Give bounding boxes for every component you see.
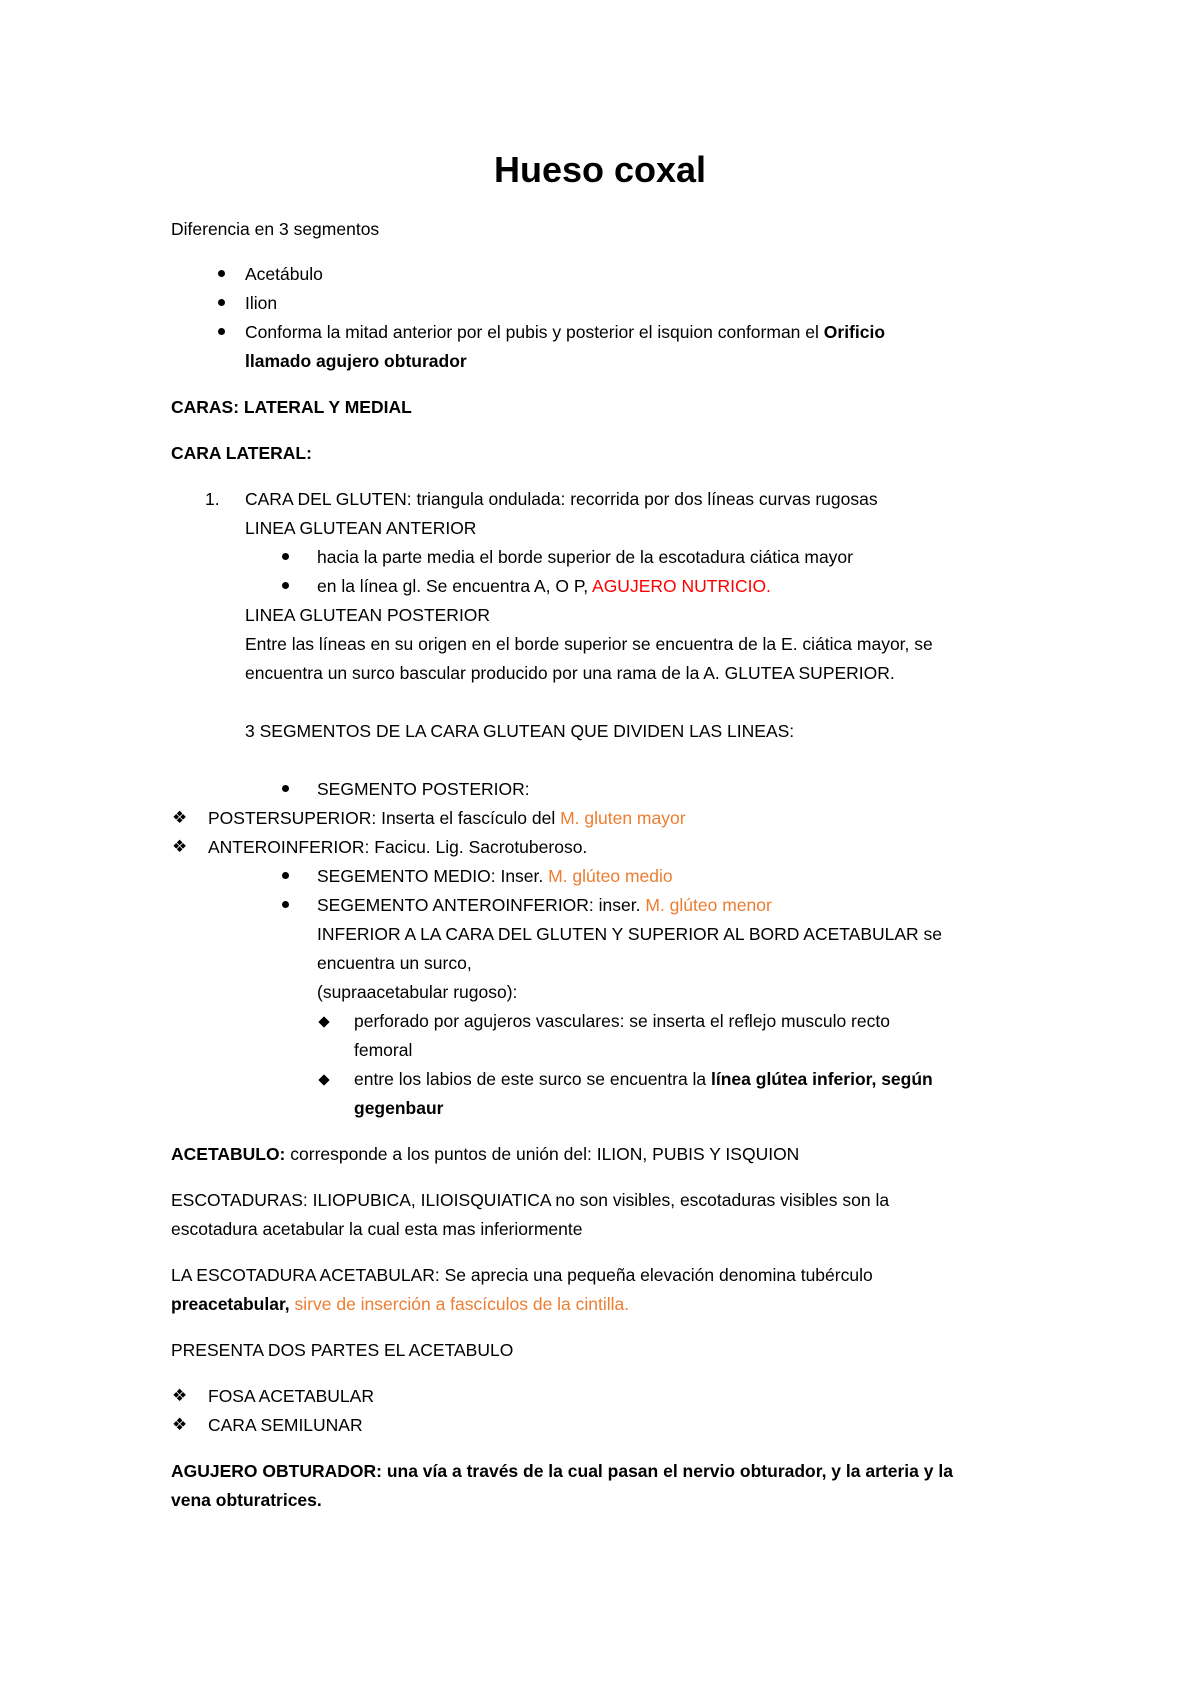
- bullet-icon: [282, 582, 289, 589]
- list-item-continued: llamado agujero obturador: [245, 351, 467, 371]
- bullet-icon: [282, 553, 289, 560]
- list-number: 1.: [205, 489, 220, 509]
- clover-bullet-icon: ❖: [172, 1415, 188, 1434]
- list-item: Acetábulo: [245, 264, 323, 284]
- escotaduras-paragraph: ESCOTADURAS: ILIOPUBICA, ILIOISQUIATICA no son visibles, escotaduras visibles son la: [171, 1190, 890, 1210]
- bullet-icon: [218, 328, 225, 335]
- escotadura-acetabular-paragraph: LA ESCOTADURA ACETABULAR: Se aprecia una pequeña elevación denomina tubérculo: [171, 1265, 873, 1285]
- gluten-line: CARA DEL GLUTEN: triangula ondulada: recorrida por dos líneas curvas rugosas: [245, 489, 878, 509]
- posterior-text: Entre las líneas en su origen en el borde superior se encuentra de la E. ciática mayor, se: [245, 634, 933, 654]
- escotadura-acetabular-paragraph: preacetabular, sirve de inserción a fascículos de la cintilla.: [171, 1294, 630, 1314]
- posterior-text: encuentra un surco bascular producido por una rama de la A. GLUTEA SUPERIOR.: [245, 663, 895, 683]
- segmentos-heading: 3 SEGMENTOS DE LA CARA GLUTEAN QUE DIVIDEN LAS LINEAS:: [245, 721, 795, 741]
- agujero-paragraph: vena obturatrices.: [171, 1490, 322, 1510]
- inferior-text: INFERIOR A LA CARA DEL GLUTEN Y SUPERIOR AL BORD ACETABULAR se: [317, 924, 943, 944]
- list-item: entre los labios de este surco se encuentra la línea glútea inferior, según: [354, 1069, 933, 1089]
- anterior-title: LINEA GLUTEAN ANTERIOR: [245, 518, 477, 538]
- diamond-bullet-icon: [318, 1074, 329, 1085]
- bullet-icon: [282, 872, 289, 879]
- list-item: SEGEMENTO ANTEROINFERIOR: inser. M. glúteo menor: [317, 895, 772, 915]
- list-item: POSTERSUPERIOR: Inserta el fascículo del M. gluten mayor: [208, 808, 686, 828]
- partes-heading: PRESENTA DOS PARTES EL ACETABULO: [171, 1340, 514, 1360]
- list-item: Ilion: [245, 293, 278, 313]
- list-item: SEGMENTO POSTERIOR:: [317, 779, 530, 799]
- clover-bullet-icon: ❖: [172, 1386, 188, 1405]
- intro-text: Diferencia en 3 segmentos: [171, 219, 380, 239]
- cara-lateral-heading: CARA LATERAL:: [171, 443, 312, 463]
- list-item: hacia la parte media el borde superior de la escotadura ciática mayor: [317, 547, 853, 567]
- bullet-icon: [218, 270, 225, 277]
- list-item-continued: femoral: [354, 1040, 413, 1060]
- posterior-title: LINEA GLUTEAN POSTERIOR: [245, 605, 491, 625]
- bullet-icon: [218, 299, 225, 306]
- list-item: FOSA ACETABULAR: [208, 1386, 374, 1406]
- bullet-icon: [282, 785, 289, 792]
- diamond-bullet-icon: [318, 1016, 329, 1027]
- clover-bullet-icon: ❖: [172, 808, 188, 827]
- acetabulo-paragraph: ACETABULO: corresponde a los puntos de unión del: ILION, PUBIS Y ISQUION: [171, 1144, 800, 1164]
- inferior-text: (supraacetabular rugoso):: [317, 982, 518, 1002]
- page-title: Hueso coxal: [493, 149, 707, 190]
- list-item: Conforma la mitad anterior por el pubis y posterior el isquion conforman el Orificio: [245, 322, 886, 342]
- inferior-text: encuentra un surco,: [317, 953, 472, 973]
- escotaduras-paragraph: escotadura acetabular la cual esta mas inferiormente: [171, 1219, 583, 1239]
- list-item: ANTEROINFERIOR: Facicu. Lig. Sacrotuberoso.: [208, 837, 588, 857]
- list-item-continued: gegenbaur: [354, 1098, 444, 1118]
- clover-bullet-icon: ❖: [172, 837, 188, 856]
- caras-heading: CARAS: LATERAL Y MEDIAL: [171, 397, 412, 417]
- list-item: CARA SEMILUNAR: [208, 1415, 363, 1435]
- agujero-paragraph: AGUJERO OBTURADOR: una vía a través de la cual pasan el nervio obturador, y la arteria y la: [171, 1461, 953, 1481]
- bullet-icon: [282, 901, 289, 908]
- list-item: SEGEMENTO MEDIO: Inser. M. glúteo medio: [317, 866, 673, 886]
- list-item: en la línea gl. Se encuentra A, O P, AGUJERO NUTRICIO.: [317, 576, 771, 596]
- list-item: perforado por agujeros vasculares: se inserta el reflejo musculo recto: [354, 1011, 890, 1031]
